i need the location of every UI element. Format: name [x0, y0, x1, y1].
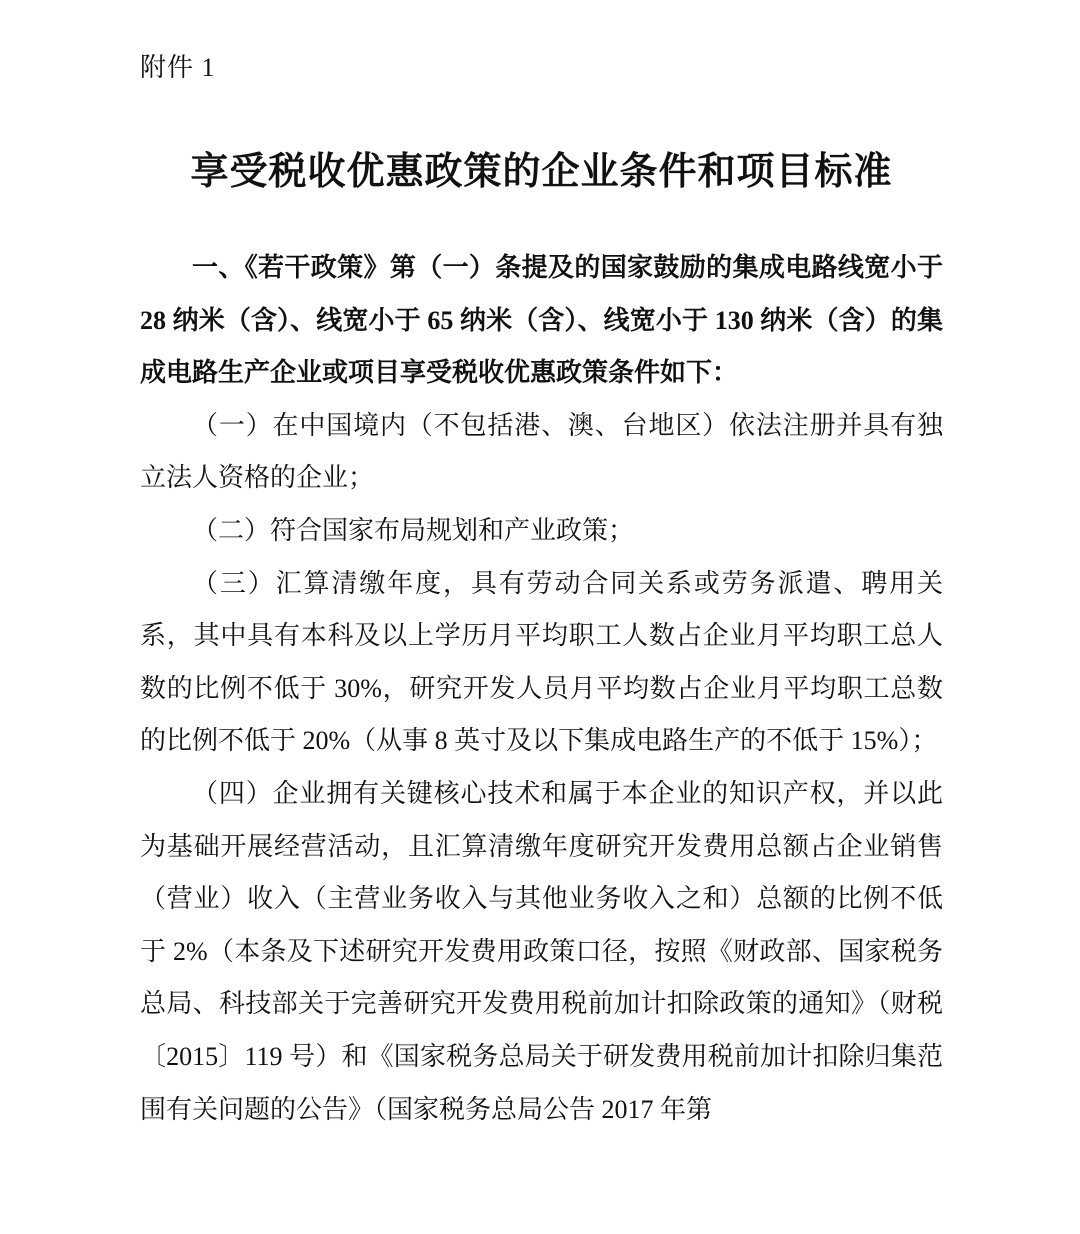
paragraph-4: （三）汇算清缴年度，具有劳动合同关系或劳务派遣、聘用关系，其中具有本科及以上学历月平均职工人数占企业月平均职工总人数的比例不低于 30%，研究开发人员月平均数占企业月平均职工总数的比例不低于 20%（从事 8 英寸及以下集成电路生产的不低于 15%）； [140, 568, 943, 756]
paragraph-2: （一）在中国境内（不包括港、澳、台地区）依法注册并具有独立法人资格的企业； [140, 410, 943, 493]
paragraph-1: 一、《若干政策》第（一）条提及的国家鼓励的集成电路线宽小于 28 纳米（含）、线宽小于 65 纳米（含）、线宽小于 130 纳米（含）的集成电路生产企业或项目享受税收优惠政策条件如下： [140, 253, 943, 388]
document-title: 享受税收优惠政策的企业条件和项目标准 [190, 151, 893, 193]
paragraph-3: （二）符合国家布局规划和产业政策； [192, 515, 635, 545]
document-body [140, 242, 943, 1136]
paragraph-5: （四）企业拥有关键核心技术和属于本企业的知识产权，并以此为基础开展经营活动，且汇算清缴年度研究开发费用总额占企业销售（营业）收入（主营业务收入与其他业务收入之和）总额的比例不低于 2%（本条及下述研究开发费用政策口径，按照《财政部、国家税务总局、科技部关于完善研究开发费用税前加计扣除政策的通知》（财税〔2015〕119 号）和《国家税务总局关于研发费用税前加计扣除归集范围有关问题的公告》（国家税务总局公告 2017 年第 [140, 778, 943, 1124]
attachment-label: 附件 1 [140, 53, 216, 82]
